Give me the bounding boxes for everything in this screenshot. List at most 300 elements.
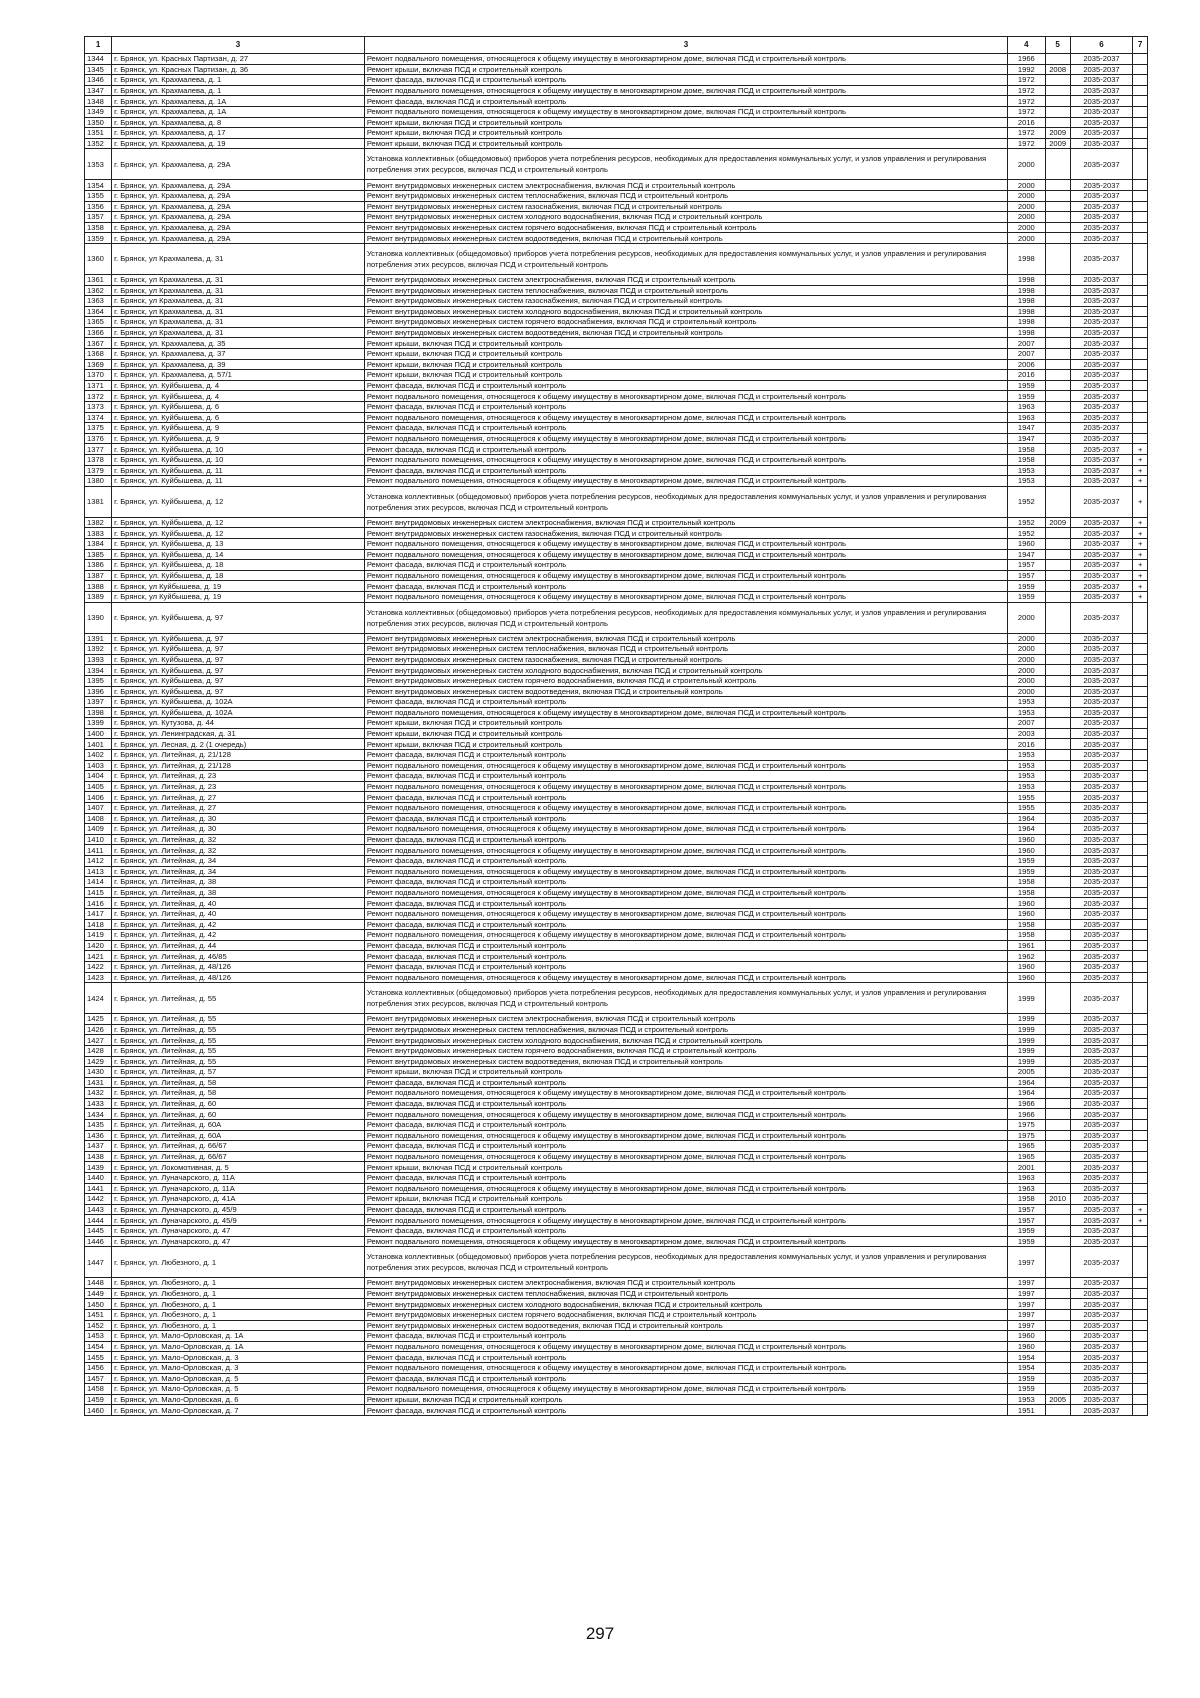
table-row — [85, 212, 1148, 223]
build-year-cell: 1958 — [1008, 887, 1046, 898]
mark-cell — [1133, 1320, 1148, 1331]
last-repair-year-cell — [1045, 433, 1070, 444]
work-type-cell: Ремонт фасада, включая ПСД и строительный контроль — [364, 771, 1007, 782]
work-type-cell: Ремонт фасада, включая ПСД и строительный контроль — [364, 465, 1007, 476]
table-row — [85, 1141, 1148, 1152]
row-number: 1412 — [85, 856, 112, 867]
table-row — [85, 877, 1148, 888]
mark-cell — [1133, 718, 1148, 729]
planned-period-cell: 2035-2037 — [1070, 1341, 1133, 1352]
planned-period-cell: 2035-2037 — [1070, 866, 1133, 877]
work-type-cell: Ремонт подвального помещения, относящегося к общему имуществу в многоквартирном доме, включая ПСД и строительный контроль — [364, 760, 1007, 771]
row-number: 1389 — [85, 591, 112, 602]
mark-cell — [1133, 856, 1148, 867]
row-number: 1377 — [85, 444, 112, 455]
planned-period-cell: 2035-2037 — [1070, 1162, 1133, 1173]
work-type-cell: Ремонт подвального помещения, относящегося к общему имуществу в многоквартирном доме, включая ПСД и строительный контроль — [364, 1088, 1007, 1099]
address-cell: г. Брянск, ул. Мало-Орловская, д. 1А — [112, 1341, 365, 1352]
address-cell: г. Брянск, ул. Литейная, д. 57 — [112, 1067, 365, 1078]
address-cell: г. Брянск, ул. Литейная, д. 60А — [112, 1120, 365, 1131]
last-repair-year-cell — [1045, 528, 1070, 539]
table-row — [85, 476, 1148, 487]
build-year-cell: 1947 — [1008, 433, 1046, 444]
mark-cell — [1133, 771, 1148, 782]
row-number: 1421 — [85, 951, 112, 962]
planned-period-cell: 2035-2037 — [1070, 930, 1133, 941]
work-type-cell: Ремонт фасада, включая ПСД и строительный контроль — [364, 96, 1007, 107]
planned-period-cell: 2035-2037 — [1070, 1394, 1133, 1405]
address-cell: г. Брянск, ул. Литейная, д. 55 — [112, 983, 365, 1014]
last-repair-year-cell — [1045, 243, 1070, 274]
mark-cell — [1133, 222, 1148, 233]
build-year-cell: 1960 — [1008, 961, 1046, 972]
row-number: 1416 — [85, 898, 112, 909]
work-type-cell: Ремонт подвального помещения, относящегося к общему имуществу в многоквартирном доме, включая ПСД и строительный контроль — [364, 476, 1007, 487]
address-cell: г. Брянск, ул. Красных Партизан, д. 36 — [112, 64, 365, 75]
last-repair-year-cell — [1045, 1362, 1070, 1373]
last-repair-year-cell — [1045, 1352, 1070, 1363]
planned-period-cell: 2035-2037 — [1070, 306, 1133, 317]
row-number: 1383 — [85, 528, 112, 539]
planned-period-cell: 2035-2037 — [1070, 1141, 1133, 1152]
row-number: 1364 — [85, 306, 112, 317]
build-year-cell: 1975 — [1008, 1130, 1046, 1141]
table-row — [85, 96, 1148, 107]
work-type-cell: Ремонт внутридомовых инженерных систем горячего водоснабжения, включая ПСД и строительный контроль — [364, 317, 1007, 328]
mark-cell — [1133, 1173, 1148, 1184]
last-repair-year-cell — [1045, 1247, 1070, 1278]
last-repair-year-cell — [1045, 1320, 1070, 1331]
address-cell: г. Брянск, ул. Литейная, д. 42 — [112, 919, 365, 930]
mark-cell — [1133, 834, 1148, 845]
table-row — [85, 1215, 1148, 1226]
build-year-cell: 1963 — [1008, 1173, 1046, 1184]
address-cell: г. Брянск, ул. Мало-Орловская, д. 6 — [112, 1394, 365, 1405]
last-repair-year-cell — [1045, 1299, 1070, 1310]
address-cell: г. Брянск, ул. Красных Партизан, д. 27 — [112, 54, 365, 65]
planned-period-cell: 2035-2037 — [1070, 149, 1133, 180]
mark-cell — [1133, 338, 1148, 349]
work-type-cell: Ремонт фасада, включая ПСД и строительный контроль — [364, 813, 1007, 824]
table-row — [85, 771, 1148, 782]
planned-period-cell: 2035-2037 — [1070, 813, 1133, 824]
row-number: 1434 — [85, 1109, 112, 1120]
work-type-cell: Ремонт внутридомовых инженерных систем горячего водоснабжения, включая ПСД и строительный контроль — [364, 675, 1007, 686]
build-year-cell: 1999 — [1008, 1056, 1046, 1067]
last-repair-year-cell — [1045, 1109, 1070, 1120]
build-year-cell: 2000 — [1008, 602, 1046, 633]
table-row — [85, 930, 1148, 941]
build-year-cell: 1992 — [1008, 64, 1046, 75]
work-type-cell: Ремонт подвального помещения, относящегося к общему имуществу в многоквартирном доме, включая ПСД и строительный контроль — [364, 1183, 1007, 1194]
register-sheet — [84, 36, 1148, 1416]
work-type-cell: Ремонт подвального помещения, относящегося к общему имуществу в многоквартирном доме, включая ПСД и строительный контроль — [364, 824, 1007, 835]
address-cell: г. Брянск, ул. Литейная, д. 40 — [112, 908, 365, 919]
address-cell: г. Брянск, ул. Куйбышева, д. 97 — [112, 665, 365, 676]
planned-period-cell: 2035-2037 — [1070, 750, 1133, 761]
row-number: 1397 — [85, 697, 112, 708]
mark-cell — [1133, 781, 1148, 792]
last-repair-year-cell — [1045, 117, 1070, 128]
address-cell: г. Брянск, ул. Литейная, д. 23 — [112, 771, 365, 782]
work-type-cell: Ремонт подвального помещения, относящегося к общему имуществу в многоквартирном доме, включая ПСД и строительный контроль — [364, 106, 1007, 117]
last-repair-year-cell — [1045, 1056, 1070, 1067]
mark-cell — [1133, 707, 1148, 718]
build-year-cell: 2016 — [1008, 739, 1046, 750]
mark-cell — [1133, 1130, 1148, 1141]
table-row — [85, 149, 1148, 180]
table-row — [85, 1204, 1148, 1215]
work-type-cell: Установка коллективных (общедомовых) приборов учета потребления ресурсов, необходимых для предоставления коммунальных услуг, и узлов управления и регулирования потребления этих ресурсов, включая ПСД и строительный контроль — [364, 243, 1007, 274]
table-row — [85, 1194, 1148, 1205]
address-cell: г. Брянск, ул. Мало-Орловская, д. 3 — [112, 1362, 365, 1373]
work-type-cell: Ремонт крыши, включая ПСД и строительный контроль — [364, 739, 1007, 750]
build-year-cell: 1999 — [1008, 1024, 1046, 1035]
build-year-cell: 2016 — [1008, 117, 1046, 128]
table-row — [85, 940, 1148, 951]
table-row — [85, 538, 1148, 549]
mark-cell — [1133, 940, 1148, 951]
planned-period-cell: 2035-2037 — [1070, 1067, 1133, 1078]
last-repair-year-cell — [1045, 951, 1070, 962]
address-cell: г. Брянск, ул. Любезного, д. 1 — [112, 1299, 365, 1310]
table-row — [85, 138, 1148, 149]
planned-period-cell: 2035-2037 — [1070, 1331, 1133, 1342]
build-year-cell: 1963 — [1008, 1183, 1046, 1194]
address-cell: г. Брянск, ул. Литейная, д. 55 — [112, 1045, 365, 1056]
address-cell: г. Брянск, ул Крахмалева, д. 31 — [112, 306, 365, 317]
build-year-cell: 1959 — [1008, 866, 1046, 877]
address-cell: г. Брянск, ул. Крахмалева, д. 29А — [112, 201, 365, 212]
work-type-cell: Ремонт фасада, включая ПСД и строительный контроль — [364, 1331, 1007, 1342]
build-year-cell: 1966 — [1008, 1098, 1046, 1109]
row-number: 1424 — [85, 983, 112, 1014]
row-number: 1400 — [85, 728, 112, 739]
planned-period-cell: 2035-2037 — [1070, 972, 1133, 983]
planned-period-cell: 2035-2037 — [1070, 455, 1133, 466]
row-number: 1435 — [85, 1120, 112, 1131]
work-type-cell: Ремонт внутридомовых инженерных систем холодного водоснабжения, включая ПСД и строительный контроль — [364, 212, 1007, 223]
mark-cell — [1133, 149, 1148, 180]
row-number: 1450 — [85, 1299, 112, 1310]
planned-period-cell: 2035-2037 — [1070, 792, 1133, 803]
row-number: 1418 — [85, 919, 112, 930]
mark-cell — [1133, 739, 1148, 750]
mark-cell — [1133, 1067, 1148, 1078]
address-cell: г. Брянск, ул. Луначарского, д. 41А — [112, 1194, 365, 1205]
work-type-cell: Ремонт фасада, включая ПСД и строительный контроль — [364, 898, 1007, 909]
address-cell: г. Брянск, ул. Крахмалева, д. 1 — [112, 75, 365, 86]
row-number: 1408 — [85, 813, 112, 824]
last-repair-year-cell — [1045, 380, 1070, 391]
address-cell: г. Брянск, ул. Литейная, д. 27 — [112, 792, 365, 803]
work-type-cell: Ремонт внутридомовых инженерных систем теплоснабжения, включая ПСД и строительный контроль — [364, 1288, 1007, 1299]
planned-period-cell: 2035-2037 — [1070, 1077, 1133, 1088]
row-number: 1374 — [85, 412, 112, 423]
table-row — [85, 1120, 1148, 1131]
row-number: 1392 — [85, 644, 112, 655]
build-year-cell: 2001 — [1008, 1162, 1046, 1173]
mark-cell — [1133, 1024, 1148, 1035]
mark-cell — [1133, 1120, 1148, 1131]
address-cell: г. Брянск, ул. Мало-Орловская, д. 5 — [112, 1373, 365, 1384]
planned-period-cell: 2035-2037 — [1070, 476, 1133, 487]
planned-period-cell: 2035-2037 — [1070, 1247, 1133, 1278]
build-year-cell: 1960 — [1008, 898, 1046, 909]
col-header-2: 3 — [112, 37, 365, 54]
row-number: 1401 — [85, 739, 112, 750]
mark-cell — [1133, 1226, 1148, 1237]
row-number: 1381 — [85, 486, 112, 517]
work-type-cell: Ремонт фасада, включая ПСД и строительный контроль — [364, 1373, 1007, 1384]
mark-cell — [1133, 317, 1148, 328]
build-year-cell: 1959 — [1008, 391, 1046, 402]
row-number: 1366 — [85, 327, 112, 338]
last-repair-year-cell — [1045, 296, 1070, 307]
address-cell: г. Брянск, ул. Мало-Орловская, д. 1А — [112, 1331, 365, 1342]
build-year-cell: 1954 — [1008, 1352, 1046, 1363]
row-number: 1441 — [85, 1183, 112, 1194]
planned-period-cell: 2035-2037 — [1070, 1098, 1133, 1109]
planned-period-cell: 2035-2037 — [1070, 1352, 1133, 1363]
build-year-cell: 1952 — [1008, 517, 1046, 528]
build-year-cell: 1998 — [1008, 327, 1046, 338]
build-year-cell: 1953 — [1008, 781, 1046, 792]
build-year-cell: 1959 — [1008, 1373, 1046, 1384]
work-type-cell: Ремонт крыши, включая ПСД и строительный контроль — [364, 338, 1007, 349]
last-repair-year-cell — [1045, 697, 1070, 708]
build-year-cell: 2000 — [1008, 665, 1046, 676]
row-number: 1422 — [85, 961, 112, 972]
address-cell: г. Брянск, ул. Литейная, д. 60 — [112, 1098, 365, 1109]
address-cell: г. Брянск, ул Крахмалева, д. 31 — [112, 317, 365, 328]
build-year-cell: 1953 — [1008, 707, 1046, 718]
planned-period-cell: 2035-2037 — [1070, 908, 1133, 919]
mark-cell — [1133, 1299, 1148, 1310]
last-repair-year-cell — [1045, 665, 1070, 676]
last-repair-year-cell — [1045, 538, 1070, 549]
last-repair-year-cell — [1045, 771, 1070, 782]
build-year-cell: 1960 — [1008, 908, 1046, 919]
last-repair-year-cell — [1045, 96, 1070, 107]
planned-period-cell: 2035-2037 — [1070, 1014, 1133, 1025]
repair-schedule-table — [84, 36, 1148, 1416]
address-cell: г. Брянск, ул. Куйбышева, д. 12 — [112, 486, 365, 517]
build-year-cell: 2005 — [1008, 1067, 1046, 1078]
last-repair-year-cell: 2010 — [1045, 1194, 1070, 1205]
table-row — [85, 370, 1148, 381]
row-number: 1367 — [85, 338, 112, 349]
work-type-cell: Ремонт подвального помещения, относящегося к общему имуществу в многоквартирном доме, включая ПСД и строительный контроль — [364, 85, 1007, 96]
planned-period-cell: 2035-2037 — [1070, 423, 1133, 434]
row-number: 1379 — [85, 465, 112, 476]
work-type-cell: Установка коллективных (общедомовых) приборов учета потребления ресурсов, необходимых для предоставления коммунальных услуг, и узлов управления и регулирования потребления этих ресурсов, включая ПСД и строительный контроль — [364, 983, 1007, 1014]
build-year-cell: 1960 — [1008, 538, 1046, 549]
build-year-cell: 1963 — [1008, 412, 1046, 423]
planned-period-cell: 2035-2037 — [1070, 338, 1133, 349]
last-repair-year-cell — [1045, 1204, 1070, 1215]
mark-cell — [1133, 1109, 1148, 1120]
table-row — [85, 919, 1148, 930]
planned-period-cell: 2035-2037 — [1070, 391, 1133, 402]
mark-cell — [1133, 1183, 1148, 1194]
last-repair-year-cell — [1045, 707, 1070, 718]
table-row — [85, 898, 1148, 909]
table-row — [85, 644, 1148, 655]
build-year-cell: 1947 — [1008, 423, 1046, 434]
address-cell: г. Брянск, ул. Куйбышева, д. 9 — [112, 423, 365, 434]
build-year-cell: 1958 — [1008, 919, 1046, 930]
row-number: 1373 — [85, 402, 112, 413]
last-repair-year-cell — [1045, 739, 1070, 750]
table-row — [85, 1320, 1148, 1331]
last-repair-year-cell — [1045, 1077, 1070, 1088]
address-cell: г. Брянск, ул. Кутузова, д. 44 — [112, 718, 365, 729]
address-cell: г. Брянск, ул. Ленинградская, д. 31 — [112, 728, 365, 739]
address-cell: г. Брянск, ул. Литейная, д. 46/85 — [112, 951, 365, 962]
build-year-cell: 2006 — [1008, 359, 1046, 370]
table-row — [85, 1151, 1148, 1162]
address-cell: г. Брянск, ул. Куйбышева, д. 11 — [112, 465, 365, 476]
table-row — [85, 391, 1148, 402]
planned-period-cell: 2035-2037 — [1070, 644, 1133, 655]
last-repair-year-cell — [1045, 1067, 1070, 1078]
planned-period-cell: 2035-2037 — [1070, 856, 1133, 867]
row-number: 1387 — [85, 570, 112, 581]
planned-period-cell: 2035-2037 — [1070, 739, 1133, 750]
row-number: 1431 — [85, 1077, 112, 1088]
address-cell: г. Брянск, ул. Крахмалева, д. 29А — [112, 180, 365, 191]
mark-cell — [1133, 96, 1148, 107]
work-type-cell: Ремонт подвального помещения, относящегося к общему имуществу в многоквартирном доме, включая ПСД и строительный контроль — [364, 1236, 1007, 1247]
planned-period-cell: 2035-2037 — [1070, 1384, 1133, 1395]
work-type-cell: Ремонт подвального помещения, относящегося к общему имуществу в многоквартирном доме, включая ПСД и строительный контроль — [364, 908, 1007, 919]
work-type-cell: Ремонт подвального помещения, относящегося к общему имуществу в многоквартирном доме, включая ПСД и строительный контроль — [364, 803, 1007, 814]
table-row — [85, 803, 1148, 814]
address-cell: г. Брянск, ул. Литейная, д. 66/67 — [112, 1141, 365, 1152]
table-row — [85, 285, 1148, 296]
row-number: 1376 — [85, 433, 112, 444]
planned-period-cell: 2035-2037 — [1070, 675, 1133, 686]
build-year-cell: 1999 — [1008, 1035, 1046, 1046]
work-type-cell: Ремонт внутридомовых инженерных систем газоснабжения, включая ПСД и строительный контроль — [364, 528, 1007, 539]
table-row — [85, 117, 1148, 128]
table-row — [85, 549, 1148, 560]
address-cell: г. Брянск, ул. Литейная, д. 32 — [112, 834, 365, 845]
mark-cell — [1133, 274, 1148, 285]
row-number: 1347 — [85, 85, 112, 96]
build-year-cell: 1952 — [1008, 528, 1046, 539]
work-type-cell: Ремонт внутридомовых инженерных систем теплоснабжения, включая ПСД и строительный контроль — [364, 190, 1007, 201]
work-type-cell: Ремонт подвального помещения, относящегося к общему имуществу в многоквартирном доме, включая ПСД и строительный контроль — [364, 538, 1007, 549]
address-cell: г. Брянск, ул. Литейная, д. 66/67 — [112, 1151, 365, 1162]
address-cell: г. Брянск, ул. Литейная, д. 21/128 — [112, 760, 365, 771]
row-number: 1386 — [85, 560, 112, 571]
planned-period-cell: 2035-2037 — [1070, 327, 1133, 338]
mark-cell — [1133, 633, 1148, 644]
last-repair-year-cell — [1045, 75, 1070, 86]
work-type-cell: Ремонт фасада, включая ПСД и строительный контроль — [364, 951, 1007, 962]
planned-period-cell: 2035-2037 — [1070, 201, 1133, 212]
planned-period-cell: 2035-2037 — [1070, 1204, 1133, 1215]
planned-period-cell: 2035-2037 — [1070, 1109, 1133, 1120]
mark-cell — [1133, 1373, 1148, 1384]
planned-period-cell: 2035-2037 — [1070, 1088, 1133, 1099]
last-repair-year-cell — [1045, 718, 1070, 729]
last-repair-year-cell — [1045, 274, 1070, 285]
last-repair-year-cell — [1045, 1130, 1070, 1141]
build-year-cell: 2007 — [1008, 338, 1046, 349]
table-row — [85, 433, 1148, 444]
address-cell: г. Брянск, ул. Литейная, д. 55 — [112, 1035, 365, 1046]
mark-cell — [1133, 972, 1148, 983]
mark-cell — [1133, 212, 1148, 223]
row-number: 1459 — [85, 1394, 112, 1405]
last-repair-year-cell — [1045, 486, 1070, 517]
planned-period-cell: 2035-2037 — [1070, 581, 1133, 592]
work-type-cell: Ремонт подвального помещения, относящегося к общему имуществу в многоквартирном доме, включая ПСД и строительный контроль — [364, 1109, 1007, 1120]
mark-cell — [1133, 644, 1148, 655]
work-type-cell: Ремонт подвального помещения, относящегося к общему имуществу в многоквартирном доме, включая ПСД и строительный контроль — [364, 1151, 1007, 1162]
address-cell: г. Брянск, ул. Литейная, д. 55 — [112, 1056, 365, 1067]
mark-cell — [1133, 1045, 1148, 1056]
planned-period-cell: 2035-2037 — [1070, 274, 1133, 285]
address-cell: г. Брянск, ул. Литейная, д. 48/126 — [112, 961, 365, 972]
row-number: 1451 — [85, 1309, 112, 1320]
planned-period-cell: 2035-2037 — [1070, 285, 1133, 296]
row-number: 1349 — [85, 106, 112, 117]
row-number: 1363 — [85, 296, 112, 307]
work-type-cell: Ремонт крыши, включая ПСД и строительный контроль — [364, 370, 1007, 381]
last-repair-year-cell — [1045, 1309, 1070, 1320]
row-number: 1443 — [85, 1204, 112, 1215]
mark-cell — [1133, 697, 1148, 708]
table-row — [85, 570, 1148, 581]
table-body — [85, 54, 1148, 1416]
mark-cell: + — [1133, 581, 1148, 592]
table-row — [85, 1014, 1148, 1025]
table-row — [85, 1098, 1148, 1109]
table-row — [85, 1236, 1148, 1247]
planned-period-cell: 2035-2037 — [1070, 1024, 1133, 1035]
build-year-cell: 1960 — [1008, 1331, 1046, 1342]
last-repair-year-cell — [1045, 961, 1070, 972]
row-number: 1355 — [85, 190, 112, 201]
build-year-cell: 1959 — [1008, 380, 1046, 391]
last-repair-year-cell — [1045, 728, 1070, 739]
address-cell: г. Брянск, ул. Литейная, д. 55 — [112, 1014, 365, 1025]
mark-cell — [1133, 370, 1148, 381]
mark-cell — [1133, 983, 1148, 1014]
planned-period-cell: 2035-2037 — [1070, 940, 1133, 951]
row-number: 1453 — [85, 1331, 112, 1342]
mark-cell — [1133, 380, 1148, 391]
address-cell: г. Брянск, ул. Куйбышева, д. 18 — [112, 560, 365, 571]
mark-cell — [1133, 1384, 1148, 1395]
address-cell: г. Брянск, ул Крахмалева, д. 31 — [112, 296, 365, 307]
last-repair-year-cell — [1045, 423, 1070, 434]
work-type-cell: Ремонт крыши, включая ПСД и строительный контроль — [364, 1162, 1007, 1173]
planned-period-cell: 2035-2037 — [1070, 654, 1133, 665]
table-row — [85, 866, 1148, 877]
address-cell: г. Брянск, ул. Куйбышева, д. 97 — [112, 633, 365, 644]
mark-cell: + — [1133, 444, 1148, 455]
table-row — [85, 591, 1148, 602]
table-row — [85, 1077, 1148, 1088]
build-year-cell: 2000 — [1008, 190, 1046, 201]
table-row — [85, 1373, 1148, 1384]
last-repair-year-cell: 2009 — [1045, 517, 1070, 528]
